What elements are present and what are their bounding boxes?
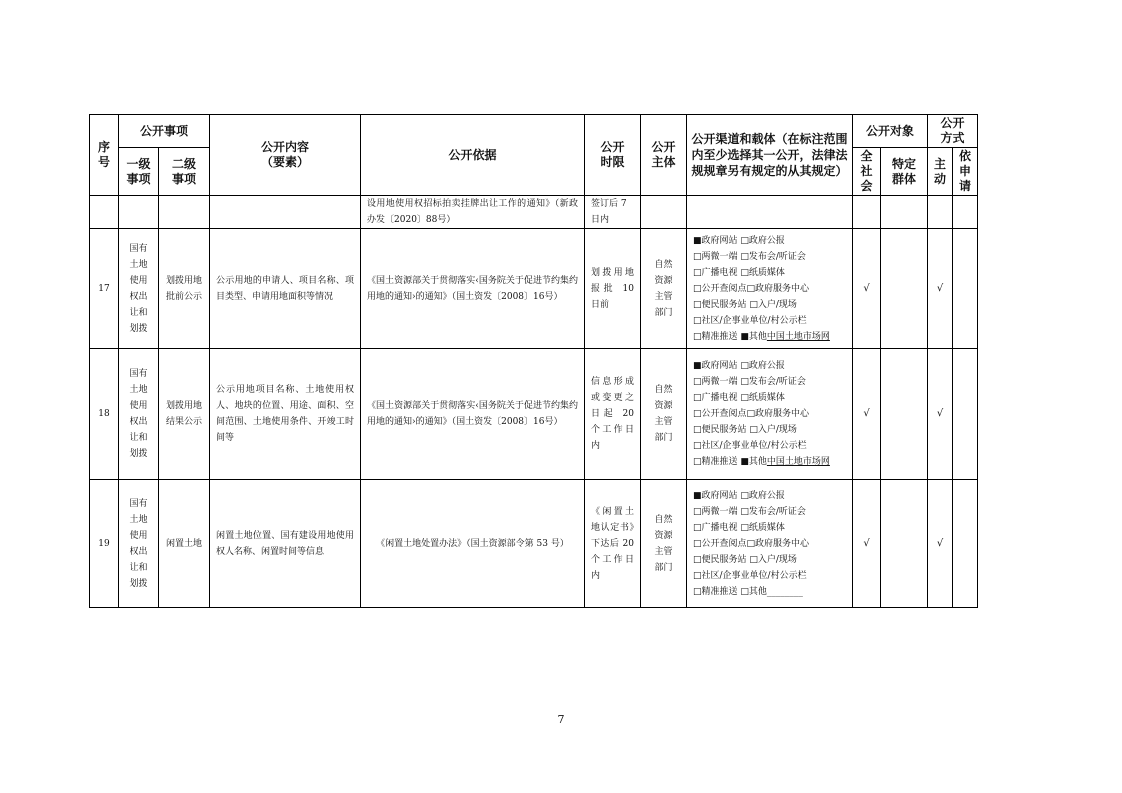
header-content: 公开内容 （要素） (210, 115, 361, 196)
channel-line: □两微一端 □发布会/听证会 (693, 251, 806, 262)
row-content: 公示用地项目名称、土地使用权人、地块的位置、用途、面积、空间范围、土地使用条件、开竣工时间等 (210, 349, 361, 480)
header-whole-society: 全社会 (853, 148, 881, 196)
row-level1: 国有土地使用权出让和划拨 (119, 349, 159, 480)
row-subject: 自然资源主管部门 (641, 349, 687, 480)
header-row-1 (90, 115, 978, 148)
header-specific-group: 特定群体 (881, 148, 928, 196)
channel-line: □便民服务站 □入户/现场 (693, 554, 797, 565)
header-subject: 公开 主体 (641, 115, 687, 196)
channel-line: □公开查阅点□政府服务中心 (693, 538, 810, 549)
header-seq: 序号 (90, 115, 119, 196)
row-level2: 划拨用地结果公示 (159, 349, 210, 480)
channel-line: □社区/企事业单位/村公示栏 (693, 441, 807, 451)
row-whole-society-mark: √ (853, 229, 881, 349)
header-level2: 二级事项 (159, 148, 210, 196)
row-specific-group-mark (881, 480, 928, 608)
row-channels (687, 349, 853, 480)
row-basis: 《国土资源部关于贯彻落实‹国务院关于促进节约集约用地的通知›的通知》（国土资发〔2008〕16号） (361, 349, 585, 480)
channel-other-value: ________ (766, 586, 803, 597)
header-level1: 一级事项 (119, 148, 159, 196)
header-method: 公开 方式 (928, 115, 978, 148)
channel-line-other: □精准推送 □其他________ (693, 586, 803, 597)
row-subject: 自然资源主管部门 (641, 229, 687, 349)
row-seq: 17 (90, 229, 119, 349)
row-on-request-mark (953, 480, 978, 608)
channel-line: □两微一端 □发布会/听证会 (693, 377, 806, 387)
row-level1: 国有土地使用权出让和划拨 (119, 480, 159, 608)
channel-other-value: 中国土地市场网 (766, 457, 830, 467)
channel-line: □社区/企事业单位/村公示栏 (693, 315, 807, 326)
row-channels (687, 229, 853, 349)
channel-line: ■政府网站 □政府公报 (693, 490, 785, 501)
row-on-request-mark (953, 229, 978, 349)
continued-basis: 设用地使用权招标拍卖挂牌出让工作的通知》（新政办发〔2020〕88号） (361, 196, 585, 229)
channel-line: □便民服务站 □入户/现场 (693, 299, 797, 310)
channel-line: □广播电视 □纸质媒体 (693, 267, 785, 278)
header-basis: 公开依据 (361, 115, 585, 196)
row-time: 信息形成或变更之日起 20 个工作日内 (585, 349, 641, 480)
channel-other-value: 中国土地市场网 (766, 331, 830, 342)
row-seq: 18 (90, 349, 119, 480)
channel-line: □公开查阅点□政府服务中心 (693, 283, 810, 294)
channel-line: □广播电视 □纸质媒体 (693, 522, 785, 533)
row-subject: 自然资源主管部门 (641, 480, 687, 608)
row-specific-group-mark (881, 229, 928, 349)
page-number: 7 (557, 713, 565, 726)
channel-line: □社区/企事业单位/村公示栏 (693, 570, 807, 581)
continued-time: 签订后 7 日内 (585, 196, 641, 229)
channel-line: □两微一端 □发布会/听证会 (693, 506, 806, 517)
table-row (90, 480, 978, 608)
row-time: 划拨用地报批 10 日前 (585, 229, 641, 349)
row-level2: 划拨用地批前公示 (159, 229, 210, 349)
header-active: 主动 (928, 148, 953, 196)
channel-line: □公开查阅点□政府服务中心 (693, 409, 810, 419)
row-seq: 19 (90, 480, 119, 608)
channel-line: ■政府网站 □政府公报 (693, 235, 785, 246)
channel-line: ■政府网站 □政府公报 (693, 361, 785, 371)
disclosure-table (89, 114, 978, 608)
row-active-mark: √ (928, 349, 953, 480)
table-row (90, 229, 978, 349)
table-row (90, 349, 978, 480)
channel-line-other: □精准推送 ■其他中国土地市场网 (693, 457, 830, 467)
continued-row (90, 196, 978, 229)
row-content: 公示用地的申请人、项目名称、项目类型、申请用地面积等情况 (210, 229, 361, 349)
header-on-request: 依申请 (953, 148, 978, 196)
row-basis: 《闲置土地处置办法》（国土资源部令第 53 号） (361, 480, 585, 608)
row-content: 闲置土地位置、国有建设用地使用权人名称、闲置时间等信息 (210, 480, 361, 608)
row-whole-society-mark: √ (853, 480, 881, 608)
header-time: 公开 时限 (585, 115, 641, 196)
channel-line-other: □精准推送 ■其他中国土地市场网 (693, 331, 830, 342)
row-active-mark: √ (928, 229, 953, 349)
row-level2: 闲置土地 (159, 480, 210, 608)
row-level1: 国有土地使用权出让和划拨 (119, 229, 159, 349)
header-object: 公开对象 (853, 115, 928, 148)
row-on-request-mark (953, 349, 978, 480)
row-channels (687, 480, 853, 608)
row-time: 《闲置土地认定书》下达后 20 个工作日内 (585, 480, 641, 608)
header-matter: 公开事项 (119, 115, 210, 148)
channel-line: □便民服务站 □入户/现场 (693, 425, 797, 435)
channel-line: □广播电视 □纸质媒体 (693, 393, 785, 403)
row-specific-group-mark (881, 349, 928, 480)
row-active-mark: √ (928, 480, 953, 608)
row-whole-society-mark: √ (853, 349, 881, 480)
header-channel: 公开渠道和载体（在标注范围内至少选择其一公开，法律法规规章另有规定的从其规定） (687, 115, 853, 196)
row-basis: 《国土资源部关于贯彻落实‹国务院关于促进节约集约用地的通知›的通知》（国土资发〔2008〕16号） (361, 229, 585, 349)
